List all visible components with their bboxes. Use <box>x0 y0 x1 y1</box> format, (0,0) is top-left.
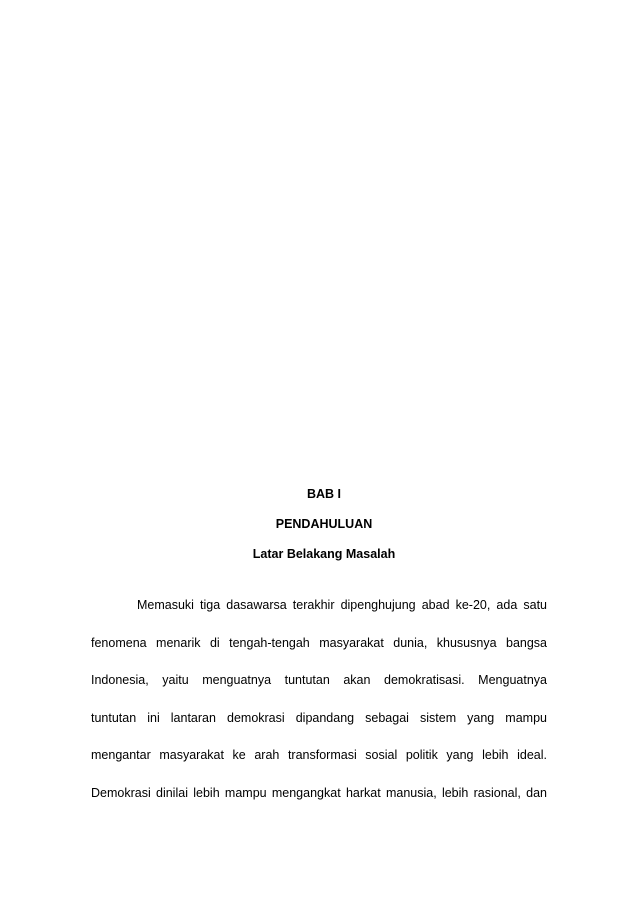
chapter-title: PENDAHULUAN <box>275 517 373 531</box>
chapter-heading: BAB I <box>306 487 342 501</box>
paragraph-line: mengantar masyarakat ke arah transformasi sosial politik yang lebih ideal. <box>91 748 547 762</box>
paragraph-line: Demokrasi dinilai lebih mampu mengangkat harkat manusia, lebih rasional, dan <box>91 785 547 800</box>
paragraph-line: tuntutan ini lantaran demokrasi dipandang sebagai sistem yang mampu <box>91 710 547 725</box>
paragraph-line: fenomena menarik di tengah-tengah masyarakat dunia, khususnya bangsa <box>91 635 547 650</box>
body-paragraph <box>91 597 547 822</box>
paragraph-line: Indonesia, yaitu menguatnya tuntutan akan demokratisasi. Menguatnya <box>91 673 547 687</box>
section-heading: Latar Belakang Masalah <box>252 547 396 561</box>
paragraph-line: Memasuki tiga dasawarsa terakhir dipenghujung abad ke-20, ada satu <box>137 598 547 612</box>
